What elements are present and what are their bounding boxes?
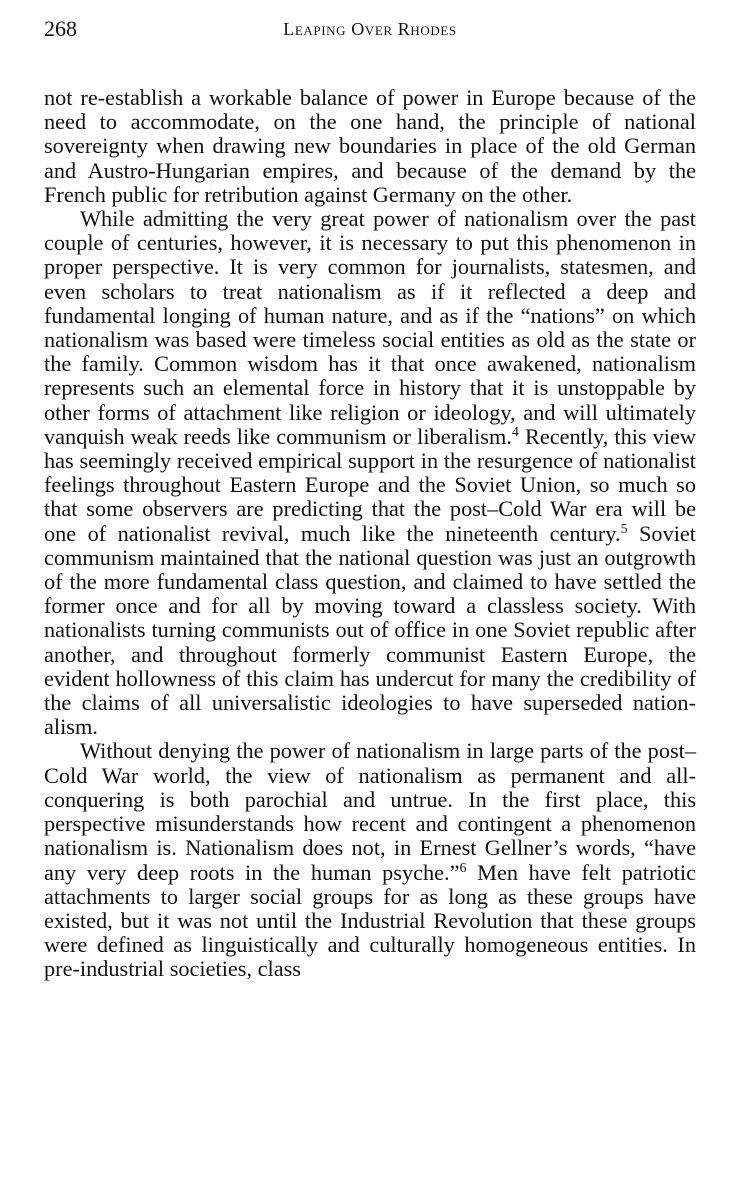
page-number: 268 (44, 16, 77, 41)
paragraph-nationalism-power (44, 207, 696, 739)
footnote-ref-5[interactable]: 5 (620, 521, 628, 537)
footnote-ref-6[interactable]: 6 (459, 860, 467, 876)
running-head: Leaping Over Rhodes (283, 19, 457, 39)
paragraph-text: Without denying the power of nationalism in large parts of the post–Cold War world, the view of nationalism as permanent and all-conquering is both parochial and untrue. In the first place, this perspective misunderstands how recent and contingent a phenomenon nationalism is. Nationalism does not, in Ernest Gellner’s words, “have any very deep roots in the human psyche.” (44, 738, 696, 885)
paragraph-text: Men have felt patriotic attachments to larger social groups for as long as these groups have existed, but it was not until the Industrial Revolution that these groups were defined as linguistically and culturally homogeneous entities. In pre-industrial societies, class (44, 859, 696, 982)
paragraph-without-denying (44, 739, 696, 981)
paragraph-text: While admitting the very great power of nationalism over the past couple of centuries, however, it is necessary to put this phenomenon in proper perspective. It is very common for journalists, statesmen, and even scholars to treat nationalism as if it reflected a deep and fundamental longing of human nature, and as if the “nations” on which nationalism was based were timeless social entities as old as the state or the family. Common wisdom has it that once awakened, nationalism represents such an elemental force in history that it is unstoppable by other forms of attachment like religion or ideology, and will ultimately vanquish weak reeds like communism or liberalism. (44, 206, 696, 449)
paragraph-text: Soviet communism maintained that the national question was just an outgrowth of the more fundamental class question, and claimed to have settled the former once and for all by moving toward a classless society. With nationalists turning communists out of office in one Soviet republic after another, and throughout formerly communist Eastern Europe, the evident hollowness of this claim has undercut for many the credibility of the claims of all universalistic ideologies to have superseded nationalism. (44, 520, 697, 740)
paragraph-continued (44, 86, 696, 207)
paragraph-text: Recently, this view has seemingly received empirical support in the resurgence of nationalist feelings throughout Eastern Europe and the Soviet Union, so much so that some observers are predicting that the post–Cold War era will be one of nationalist revival, much like the nineteenth century. (44, 423, 696, 546)
paragraph-text: not re-establish a workable balance of power in Europe because of the need to accommodate, on the one hand, the principle of national sovereignty when drawing new boundaries in place of the old German and Austro-Hungarian empires, and because of the demand by the French public for retribution against Germany on the other. (44, 85, 696, 207)
footnote-ref-4[interactable]: 4 (511, 424, 519, 440)
body-text (44, 86, 696, 982)
page-header (44, 14, 696, 44)
